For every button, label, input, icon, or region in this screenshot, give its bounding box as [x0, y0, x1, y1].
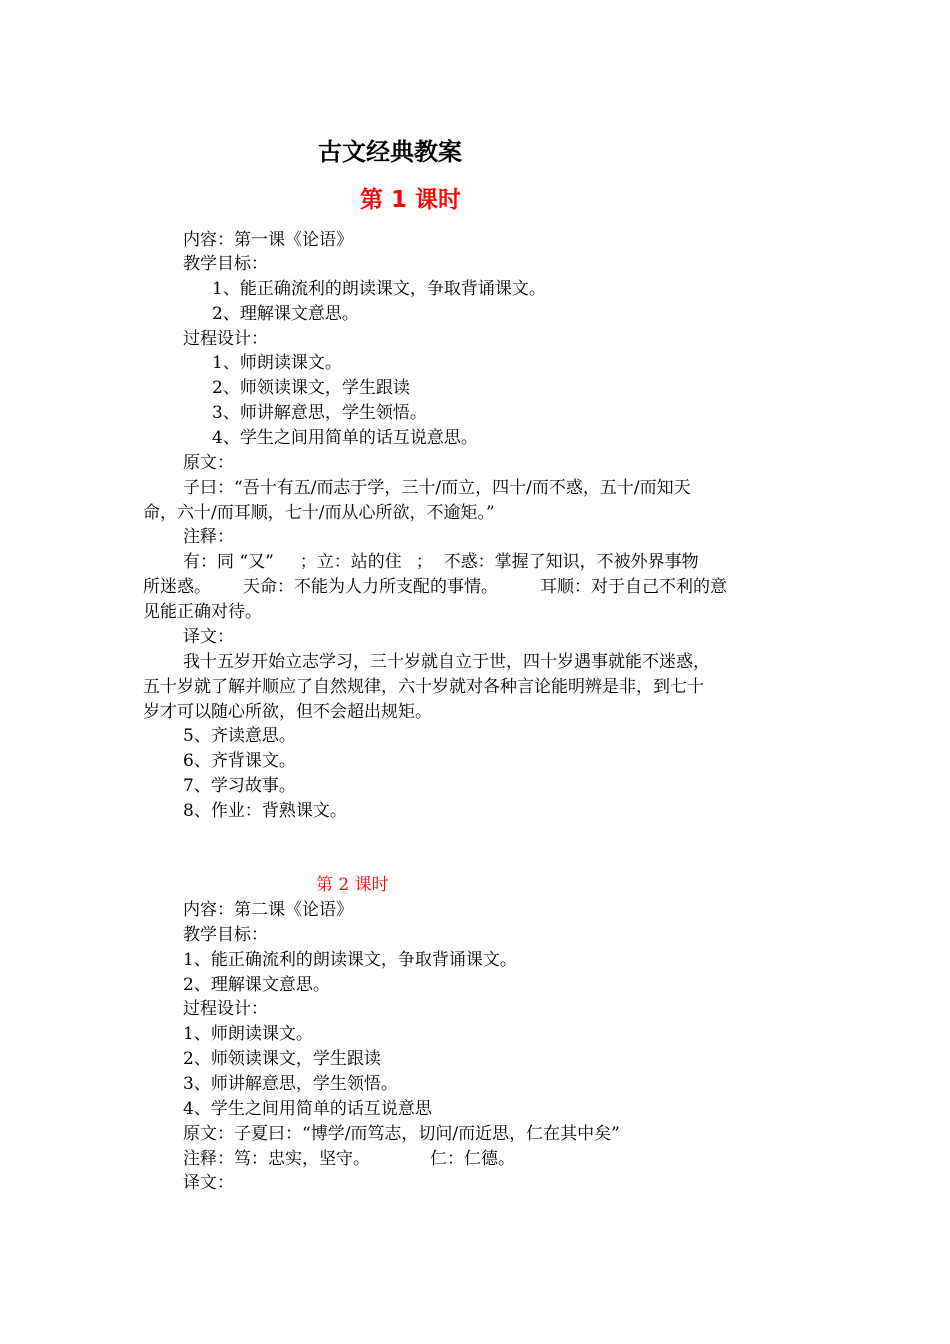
lesson-2-goal: 2、理解课文意思。	[183, 975, 330, 995]
lesson-1-goal: 2、理解课文意思。	[212, 304, 359, 324]
lesson-1-step: 2、师领读课文，学生跟读	[212, 378, 410, 398]
lesson-2-notes	[183, 1147, 515, 1171]
lesson-1-translation-label: 译文：	[183, 627, 234, 647]
lesson-1-step: 7、学习故事。	[183, 776, 296, 796]
lesson-1-step: 1、师朗读课文。	[212, 353, 342, 373]
note-li: ；立：站的住	[299, 552, 402, 572]
lesson-1-original-label: 原文：	[183, 453, 234, 473]
lesson-1-translation-line: 五十岁就了解并顺应了自然规律，六十岁就对各种言论能明辨是非，到七十	[143, 677, 704, 697]
lesson-2-step: 2、师领读课文，学生跟读	[183, 1049, 381, 1069]
lesson-2-translation-label: 译文：	[183, 1173, 234, 1193]
lesson-2-content: 内容：第二课《论语》	[183, 900, 353, 920]
lesson-1-process-label: 过程设计：	[183, 329, 268, 349]
lesson-1-goals-label: 教学目标：	[183, 254, 268, 274]
note-buhuo-cont: 所迷惑。	[143, 577, 211, 597]
lesson-1-step: 6、齐背课文。	[183, 751, 296, 771]
lesson-1-notes-label: 注释：	[183, 527, 234, 547]
note-tianming: 天命：不能为人力所支配的事情。	[243, 577, 498, 597]
lesson-1-notes-line	[183, 550, 699, 574]
lesson-1-step: 4、学生之间用简单的话互说意思。	[212, 428, 478, 448]
document-title: 古文经典教案	[318, 138, 462, 166]
lesson-1-heading: 第 1 课时	[360, 187, 462, 213]
note-buhuo: ； 不惑：掌握了知识，不被外界事物	[415, 552, 699, 572]
note-you: 有：同 “又”	[183, 552, 274, 572]
lesson-1-translation-line: 岁才可以随心所欲，但不会超出规矩。	[143, 702, 432, 722]
lesson-2-goal: 1、能正确流利的朗读课文，争取背诵课文。	[183, 950, 517, 970]
lesson-1-original-line: 子曰：“吾十有五/而志于学，三十/而立，四十/而不惑，五十/而知天	[183, 478, 691, 498]
lesson-2-goals-label: 教学目标：	[183, 925, 268, 945]
lesson-1-content: 内容：第一课《论语》	[183, 230, 353, 250]
note-ershun: 耳顺：对于自己不利的意	[540, 577, 727, 597]
note-du: 注释：笃：忠实，坚守。	[183, 1149, 370, 1169]
lesson-2-step: 3、师讲解意思，学生领悟。	[183, 1074, 398, 1094]
lesson-1-notes-line: 见能正确对待。	[143, 602, 262, 622]
lesson-2-original: 原文：子夏曰：“博学/而笃志，切问/而近思，仁在其中矣”	[183, 1124, 620, 1144]
lesson-1-goal: 1、能正确流利的朗读课文，争取背诵课文。	[212, 279, 546, 299]
lesson-2-step: 1、师朗读课文。	[183, 1024, 313, 1044]
lesson-1-translation-line: 我十五岁开始立志学习，三十岁就自立于世，四十岁遇事就能不迷惑，	[183, 652, 710, 672]
lesson-1-notes-line	[143, 575, 727, 599]
lesson-1-original-line: 命，六十/而耳顺，七十/而从心所欲，不逾矩。”	[143, 503, 495, 523]
lesson-1-step: 8、作业：背熟课文。	[183, 801, 347, 821]
lesson-1-step: 3、师讲解意思，学生领悟。	[212, 403, 427, 423]
lesson-2-step: 4、学生之间用简单的话互说意思	[183, 1099, 432, 1119]
lesson-2-process-label: 过程设计：	[183, 999, 268, 1019]
lesson-2-heading: 第 2 课时	[316, 875, 389, 895]
note-ren: 仁：仁德。	[430, 1149, 515, 1169]
lesson-1-step: 5、齐读意思。	[183, 726, 296, 746]
